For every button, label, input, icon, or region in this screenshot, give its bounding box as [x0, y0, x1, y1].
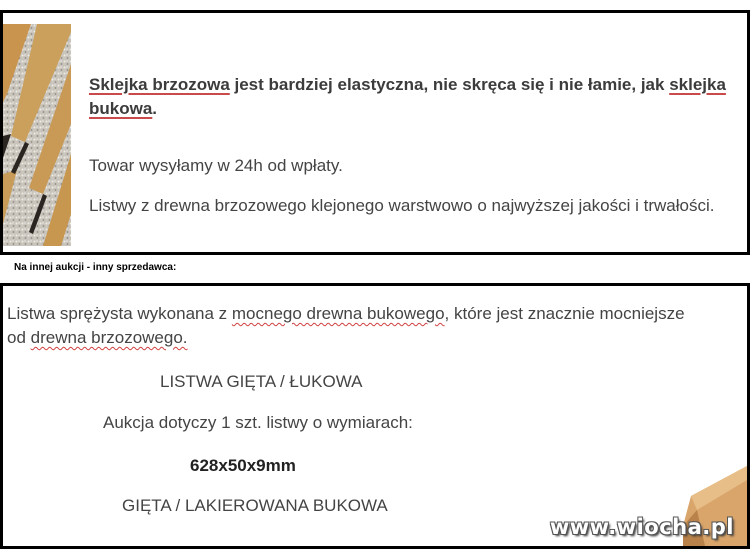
finish-type: GIĘTA / LAKIEROWANA BUKOWA: [122, 496, 388, 515]
slat-description: [7, 302, 707, 350]
headline-brzozowa: Sklejka brzozowa: [89, 75, 230, 94]
bed-slats-photo: [3, 24, 71, 246]
top-listing-panel: [0, 10, 750, 255]
headline: [89, 73, 729, 121]
desc-text-1: Listwa sprężysta wykonana z: [7, 304, 232, 323]
headline-period: .: [152, 99, 158, 118]
shipping-info: Towar wysyłamy w 24h od wpłaty.: [89, 156, 343, 175]
comparison-caption: Na innej aukcji - inny sprzedawca:: [14, 262, 177, 273]
headline-bukowa: sklejka bukowa: [89, 75, 726, 118]
listwa-title: LISTWA GIĘTA / ŁUKOWA: [160, 372, 363, 391]
desc-text-2: , które jest znacznie mocniejsze od: [7, 304, 685, 347]
desc-brzozowe: drewna brzozowego.: [30, 328, 188, 347]
dimensions: 628x50x9mm: [190, 456, 296, 475]
desc-bukowe: mocnego drewna bukowego: [231, 304, 445, 323]
auction-note: Aukcja dotyczy 1 szt. listwy o wymiarach:: [103, 413, 413, 432]
product-description: Listwy z drewna brzozowego klejonego warstwowo o najwyższej jakości i trwałości.: [89, 196, 715, 215]
site-watermark: www.wiocha.pl: [549, 515, 734, 539]
headline-text: jest bardziej elastyczna, nie skręca się i nie łamie, jak: [229, 75, 670, 94]
